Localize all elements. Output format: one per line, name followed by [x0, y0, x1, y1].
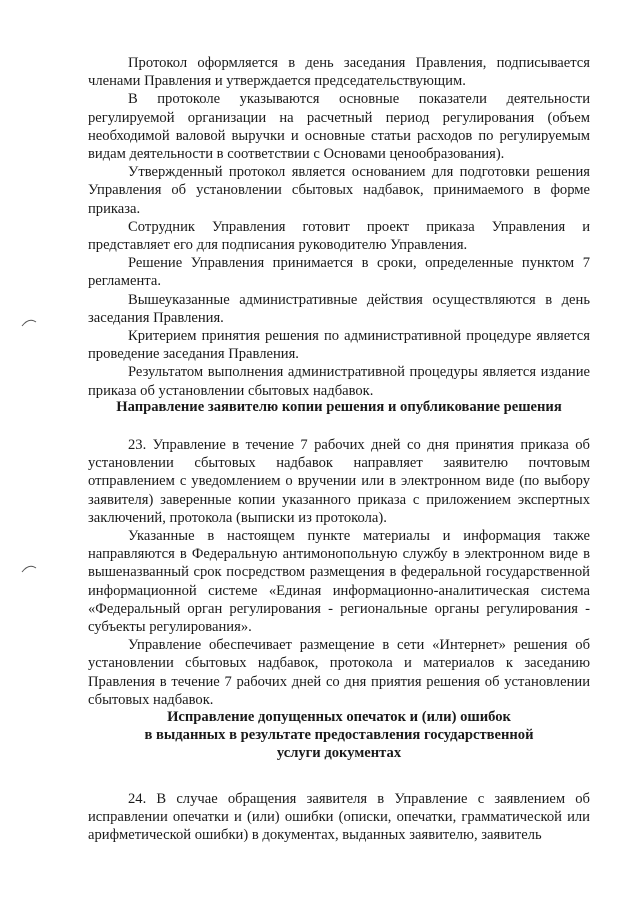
- hole-punch-mark: [20, 316, 38, 328]
- heading-line: услуги документах: [276, 745, 402, 762]
- paragraph: 24. В случае обращения заявителя в Управление с заявлением об исправлении опечатки и (или) ошибки (описки, опечатки, грамматической или арифметической ошибки) в документах, выданных заявителю, заявитель: [88, 791, 590, 844]
- heading-line: в выданных в результате предоставления государственной: [144, 727, 534, 744]
- paragraph: В протоколе указываются основные показатели деятельности регулируемой организации на расчетный период регулирования (объем необходимой валовой выручки и основные статьи расходов по регулируемым видам деятельности в соответствии с Основами ценообразования).: [88, 91, 590, 163]
- section-top: [88, 54, 590, 400]
- section-23-heading-block: [88, 398, 590, 416]
- heading-line: Исправление допущенных опечаток и (или) ошибок: [167, 709, 511, 725]
- paragraph: Вышеуказанные административные действия осуществляются в день заседания Правления.: [88, 291, 590, 326]
- paragraph: Сотрудник Управления готовит проект приказа Управления и представляет его для подписания руководителю Управления.: [88, 218, 590, 254]
- paragraph: Протокол оформляется в день заседания Правления, подписывается членами Правления и утверждается председательствующим.: [88, 55, 590, 90]
- section-23: [88, 436, 590, 709]
- paragraph: Результатом выполнения административной процедуры является издание приказа об установлении сбытовых надбавок.: [88, 364, 590, 399]
- paragraph: Критерием принятия решения по административной процедуре является проведение заседания Правления.: [88, 328, 590, 363]
- paragraph: 23. Управление в течение 7 рабочих дней со дня принятия приказа об установлении сбытовых надбавок направляет заявителю почтовым отправлением с уведомлением о вручении или в электронном виде (по выбору заявителя) заверенные копии указанного приказа с приложением экспертных заключений, протокола (выписки из протокола).: [88, 437, 590, 526]
- hole-punch-mark: [20, 562, 38, 574]
- paragraph: Решение Управления принимается в сроки, определенные пунктом 7 регламента.: [88, 255, 590, 290]
- section-24: [88, 790, 590, 845]
- section-24-heading-block: [88, 708, 590, 763]
- section-heading: [88, 708, 590, 763]
- section-heading: Направление заявителю копии решения и опубликование решения: [116, 399, 562, 415]
- paragraph: Управление обеспечивает размещение в сети «Интернет» решения об установлении сбытовых надбавок, протокола и материалов к заседанию Правления в течение 7 рабочих дней со дня приятия решения об установлении сбытовых надбавок.: [88, 637, 590, 708]
- paragraph: Утвержденный протокол является основанием для подготовки решения Управления об установлении сбытовых надбавок, принимаемого в форме приказа.: [88, 164, 590, 217]
- paragraph: Указанные в настоящем пункте материалы и информация также направляются в Федеральную антимонопольную службу в электронном виде в вышеназванный срок посредством размещения в федеральной государственной информационной системе «Единая информационно-аналитическая система «Федеральный орган регулирования - региональные органы регулирования - субъекты регулирования».: [88, 528, 590, 636]
